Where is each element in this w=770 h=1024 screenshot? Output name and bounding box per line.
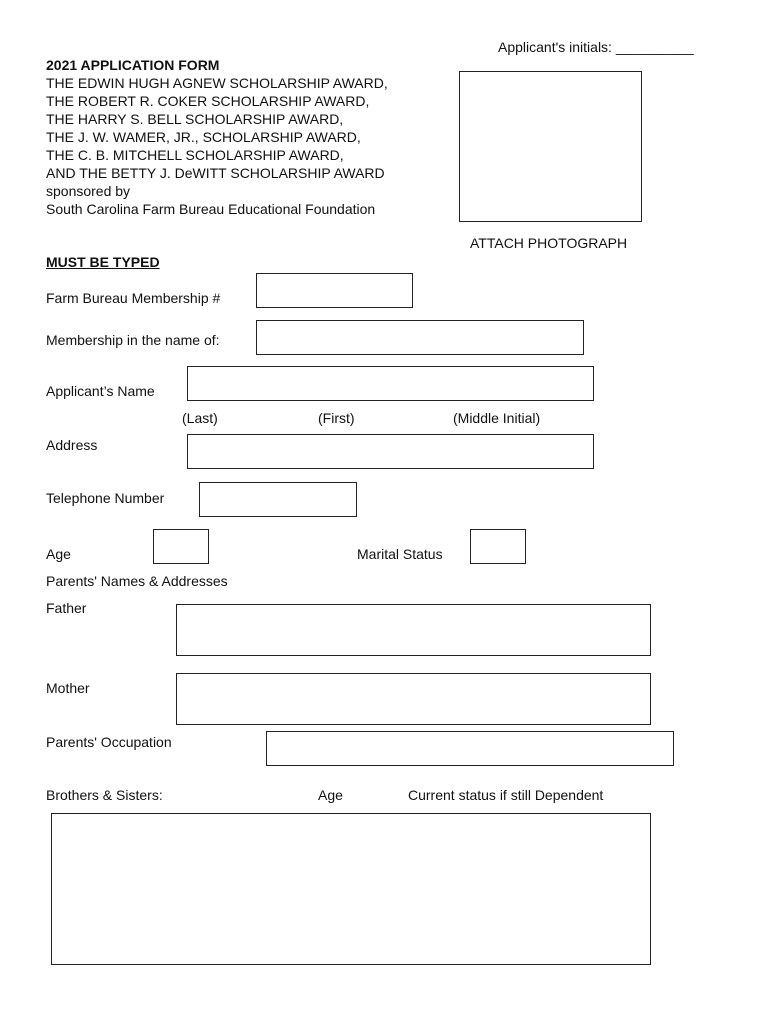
must-be-typed-notice: MUST BE TYPED xyxy=(46,254,160,270)
address-label: Address xyxy=(46,437,98,453)
parents-occupation-field[interactable] xyxy=(266,731,674,766)
telephone-field[interactable] xyxy=(199,482,357,517)
telephone-label: Telephone Number xyxy=(46,490,165,506)
name-part-first: (First) xyxy=(318,410,355,426)
name-part-last: (Last) xyxy=(182,410,218,426)
father-field[interactable] xyxy=(176,604,651,656)
form-title: 2021 APPLICATION FORM xyxy=(46,57,220,73)
header-line: THE HARRY S. BELL SCHOLARSHIP AWARD, xyxy=(46,111,344,127)
parents-heading: Parents' Names & Addresses xyxy=(46,573,228,589)
mother-label: Mother xyxy=(46,680,90,696)
siblings-label: Brothers & Sisters: xyxy=(46,787,163,803)
siblings-status-column: Current status if still Dependent xyxy=(408,787,604,803)
photo-caption: ATTACH PHOTOGRAPH xyxy=(470,235,628,251)
header-line: THE ROBERT R. COKER SCHOLARSHIP AWARD, xyxy=(46,93,370,109)
siblings-field[interactable] xyxy=(51,813,651,965)
membership-number-label: Farm Bureau Membership # xyxy=(46,290,221,306)
mother-field[interactable] xyxy=(176,673,651,725)
age-field[interactable] xyxy=(153,529,209,564)
name-part-middle: (Middle Initial) xyxy=(453,410,541,426)
initials-blank[interactable]: __________ xyxy=(615,39,694,55)
header-line: AND THE BETTY J. DeWITT SCHOLARSHIP AWARD xyxy=(46,165,385,181)
header-line: sponsored by xyxy=(46,183,131,199)
marital-status-field[interactable] xyxy=(470,529,526,564)
applicant-name-field[interactable] xyxy=(187,366,594,401)
membership-name-label: Membership in the name of: xyxy=(46,332,220,348)
header-line: THE C. B. MITCHELL SCHOLARSHIP AWARD, xyxy=(46,147,344,163)
photo-box[interactable] xyxy=(459,71,642,222)
age-label: Age xyxy=(46,546,71,562)
header-line: THE J. W. WAMER, JR., SCHOLARSHIP AWARD, xyxy=(46,129,361,145)
membership-number-field[interactable] xyxy=(256,273,413,308)
initials-line xyxy=(498,38,694,56)
address-field[interactable] xyxy=(187,434,594,469)
parents-occupation-label: Parents' Occupation xyxy=(46,734,172,750)
siblings-age-column: Age xyxy=(318,787,343,803)
applicant-name-label: Applicant’s Name xyxy=(46,383,155,399)
header-line: THE EDWIN HUGH AGNEW SCHOLARSHIP AWARD, xyxy=(46,75,388,91)
father-label: Father xyxy=(46,600,87,616)
header-line: South Carolina Farm Bureau Educational Foundation xyxy=(46,201,376,217)
membership-name-field[interactable] xyxy=(256,320,584,355)
form-header xyxy=(46,56,388,218)
initials-label: Applicant's initials: xyxy=(498,39,612,55)
marital-status-label: Marital Status xyxy=(357,546,443,562)
